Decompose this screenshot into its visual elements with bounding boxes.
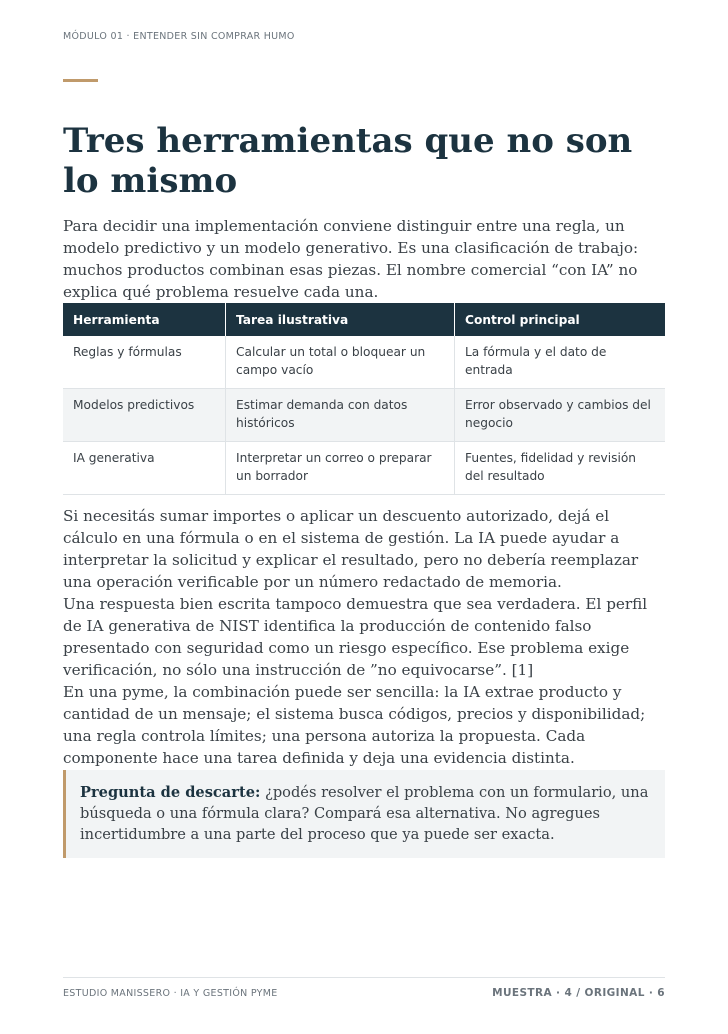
module-label: MÓDULO 01 · ENTENDER SIN COMPRAR HUMO	[63, 31, 295, 42]
table-header-cell: Control principal	[455, 303, 666, 336]
table-cell: Modelos predictivos	[63, 389, 226, 442]
table-header-cell: Herramienta	[63, 303, 226, 336]
footer-page-info: MUESTRA · 4 / ORIGINAL · 6	[492, 987, 665, 999]
table-row	[63, 442, 665, 495]
table-row	[63, 336, 665, 389]
callout-label: Pregunta de descarte:	[80, 784, 261, 801]
body-text	[63, 505, 665, 769]
comparison-table	[63, 303, 665, 495]
footer-left: ESTUDIO MANISSERO · IA Y GESTIÓN PYME	[63, 988, 278, 999]
table-row	[63, 389, 665, 442]
document-page	[63, 0, 665, 1034]
intro-paragraph: Para decidir una implementación conviene distinguir entre una regla, un modelo predictivo y un modelo generativo. Es una clasificación de trabajo: muchos productos combinan esas piezas. El nombre comercial “con IA” no explica qué problema resuelve cada una.	[63, 217, 639, 301]
accent-rule	[63, 79, 98, 82]
table-cell: Interpretar un correo o preparar un borrador	[226, 442, 455, 495]
table-cell: Estimar demanda con datos históricos	[226, 389, 455, 442]
callout-box	[63, 770, 665, 858]
body-paragraph: Una respuesta bien escrita tampoco demuestra que sea verdadera. El perfil de IA generativa de NIST identifica la producción de contenido falso presentado con seguridad como un riesgo específico. Ese problema exige verificación, no sólo una instrucción de ”no equivocarse”. [1]	[63, 595, 648, 679]
table-cell: La fórmula y el dato de entrada	[455, 336, 666, 389]
body-paragraph: En una pyme, la combinación puede ser sencilla: la IA extrae producto y cantidad de un mensaje; el sistema busca códigos, precios y disponibilidad; una regla controla límites; una persona autoriza la propuesta. Cada componente hace una tarea definida y deja una evidencia distinta.	[63, 683, 646, 767]
table-header-cell: Tarea ilustrativa	[226, 303, 455, 336]
table-cell: Reglas y fórmulas	[63, 336, 226, 389]
table-cell: Calcular un total o bloquear un campo vacío	[226, 336, 455, 389]
page-title: Tres herramientas que no son lo mismo	[63, 121, 633, 201]
table-cell: Fuentes, fidelidad y revisión del resultado	[455, 442, 666, 495]
table-cell: Error observado y cambios del negocio	[455, 389, 666, 442]
callout-text: ¿podés resolver el problema con un formulario, una búsqueda o una fórmula clara? Compará esa alternativa. No agregues incertidumbre a una parte del proceso que ya puede ser exacta.	[80, 784, 649, 843]
footer-divider	[63, 977, 665, 978]
body-paragraph: Si necesitás sumar importes o aplicar un descuento autorizado, dejá el cálculo en una fórmula o en el sistema de gestión. La IA puede ayudar a interpretar la solicitud y explicar el resultado, pero no debería reemplazar una operación verificable por un número redactado de memoria.	[63, 507, 639, 591]
table-header-row	[63, 303, 665, 336]
table-cell: IA generativa	[63, 442, 226, 495]
